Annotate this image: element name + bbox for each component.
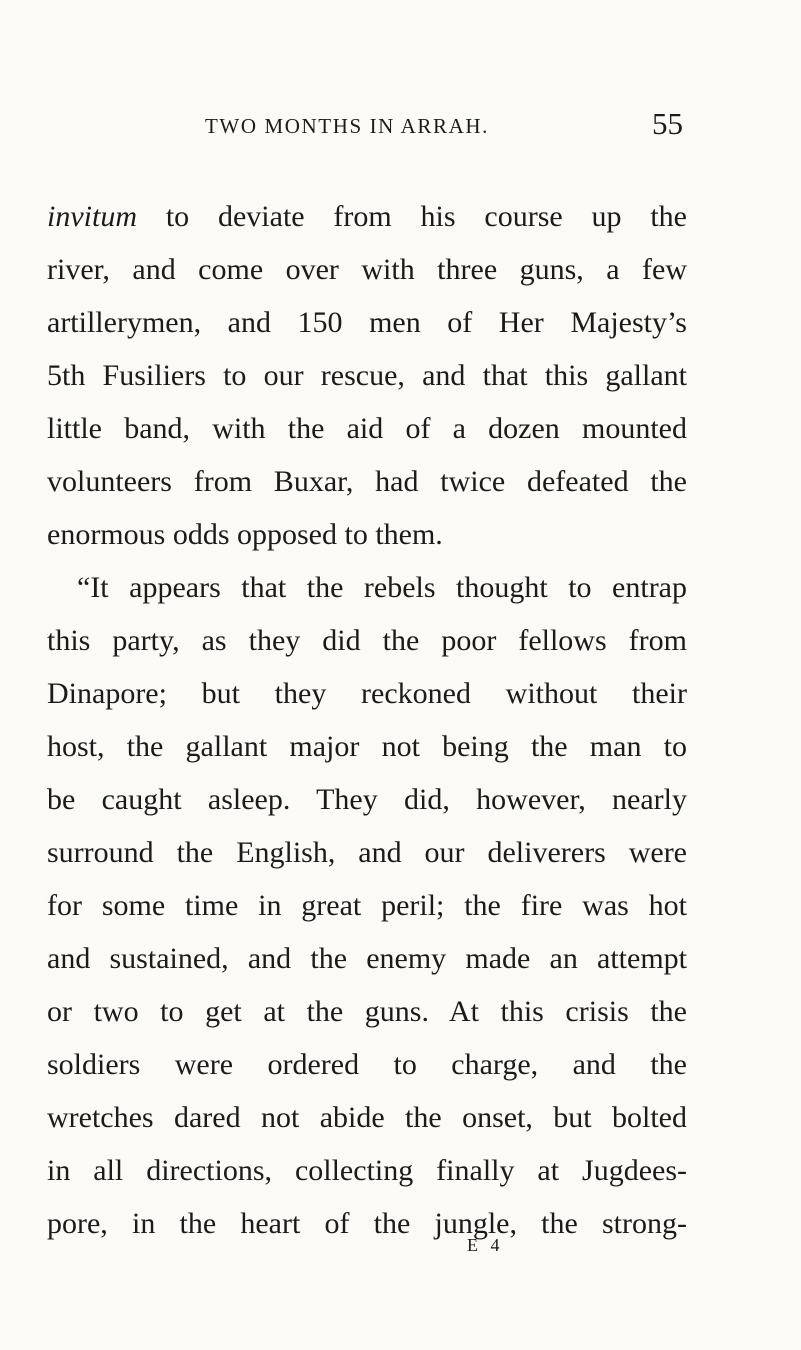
text-line-18: wretches dared not abide the onset, but bolted bbox=[47, 1101, 687, 1134]
text-line-3: artillerymen, and 150 men of Her Majesty’s bbox=[47, 306, 687, 339]
text-line-11: host, the gallant major not being the man to bbox=[47, 730, 687, 763]
text-line-9: this party, as they did the poor fellows from bbox=[47, 624, 687, 657]
running-head bbox=[205, 106, 683, 150]
text-line-19: in all directions, collecting finally at Jugdees- bbox=[47, 1154, 687, 1187]
italic-word: invitum bbox=[47, 200, 137, 233]
text-line-7: enormous odds opposed to them. bbox=[47, 518, 443, 551]
page-number: 55 bbox=[652, 106, 683, 141]
text-line-1: invitum to deviate from his course up the bbox=[47, 200, 687, 233]
text-line-4: 5th Fusiliers to our rescue, and that this gallant bbox=[47, 359, 687, 392]
text-line-2: river, and come over with three guns, a few bbox=[47, 253, 687, 286]
text-line-15: and sustained, and the enemy made an attempt bbox=[47, 942, 687, 975]
text-line-5: little band, with the aid of a dozen mounted bbox=[47, 412, 687, 445]
text-line-10: Dinapore; but they reckoned without their bbox=[47, 677, 687, 710]
text-line-20: pore, in the heart of the jungle, the strong- bbox=[47, 1207, 687, 1240]
text-line-12: be caught asleep. They did, however, nearly bbox=[47, 783, 687, 816]
text-line-17: soldiers were ordered to charge, and the bbox=[47, 1048, 687, 1081]
text-line-16: or two to get at the guns. At this crisis the bbox=[47, 995, 687, 1028]
text-line-14: for some time in great peril; the fire was hot bbox=[47, 889, 687, 922]
body-text bbox=[47, 190, 687, 1250]
signature-mark: E 4 bbox=[467, 1235, 504, 1255]
text-line-6: volunteers from Buxar, had twice defeated the bbox=[47, 465, 687, 498]
text-line-13: surround the English, and our deliverers were bbox=[47, 836, 687, 869]
running-title: TWO MONTHS IN ARRAH. bbox=[205, 114, 489, 138]
text-line-8: “It appears that the rebels thought to entrap bbox=[77, 571, 687, 604]
